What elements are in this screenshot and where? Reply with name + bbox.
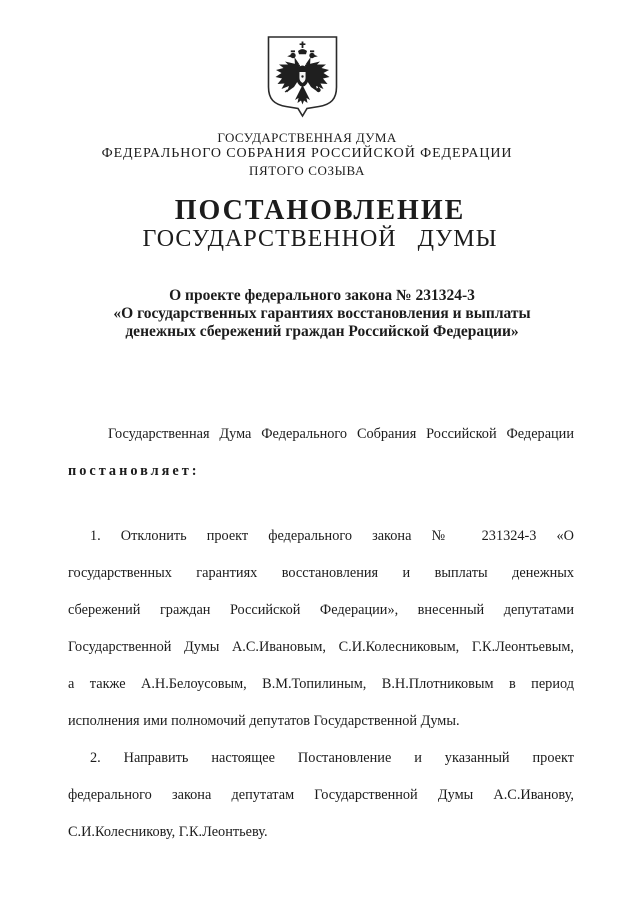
masthead	[0, 129, 614, 179]
body-intro-line: Государственная Дума Федерального Собрания Российской Федерации	[108, 426, 574, 442]
subject-heading	[0, 287, 640, 341]
subject-line: денежных сбережений граждан Российской Федерации»	[125, 323, 519, 340]
subject-line: «О государственных гарантиях восстановления и выплаты	[113, 305, 531, 322]
body-line: 2. Направить настоящее Постановление и указанный проект	[90, 750, 574, 766]
paragraph-1	[68, 518, 574, 740]
body-line: а также А.Н.Белоусовым, В.М.Топилиным, В.Н.Плотниковым в период	[68, 676, 574, 692]
body-line: 1. Отклонить проект федерального закона № 231324-3 «О	[90, 528, 574, 544]
body-line: сбережений граждан Российской Федерации», внесенный депутатами	[68, 602, 574, 618]
body-line: государственных гарантиях восстановления и выплаты денежных	[68, 565, 574, 581]
document-type-subtitle: ГОСУДАРСТВЕННОЙ ДУМЫ	[142, 226, 498, 252]
body-line: С.И.Колесникову, Г.К.Леонтьеву.	[68, 824, 268, 840]
body-line: исполнения ими полномочий депутатов Государственной Думы.	[68, 713, 460, 729]
paragraph-2	[68, 740, 574, 851]
coat-of-arms-icon	[265, 35, 340, 119]
subject-line: О проекте федерального закона № 231324-3	[169, 287, 475, 304]
body-line: Государственной Думы А.С.Ивановым, С.И.Колесниковым, Г.К.Леонтьевым,	[68, 639, 574, 655]
masthead-org-line: ФЕДЕРАЛЬНОГО СОБРАНИЯ РОССИЙСКОЙ ФЕДЕРАЦИИ	[101, 146, 513, 161]
document-type-title: ПОСТАНОВЛЕНИЕ	[174, 195, 466, 226]
body-text	[68, 416, 574, 851]
masthead-org-line: ГОСУДАРСТВЕННАЯ ДУМА	[217, 130, 397, 145]
body-line: федерального закона депутатам Государственной Думы А.С.Иванову,	[68, 787, 574, 803]
masthead-convocation-line: ПЯТОГО СОЗЫВА	[249, 163, 365, 178]
resolves-line: постановляет:	[68, 463, 200, 479]
